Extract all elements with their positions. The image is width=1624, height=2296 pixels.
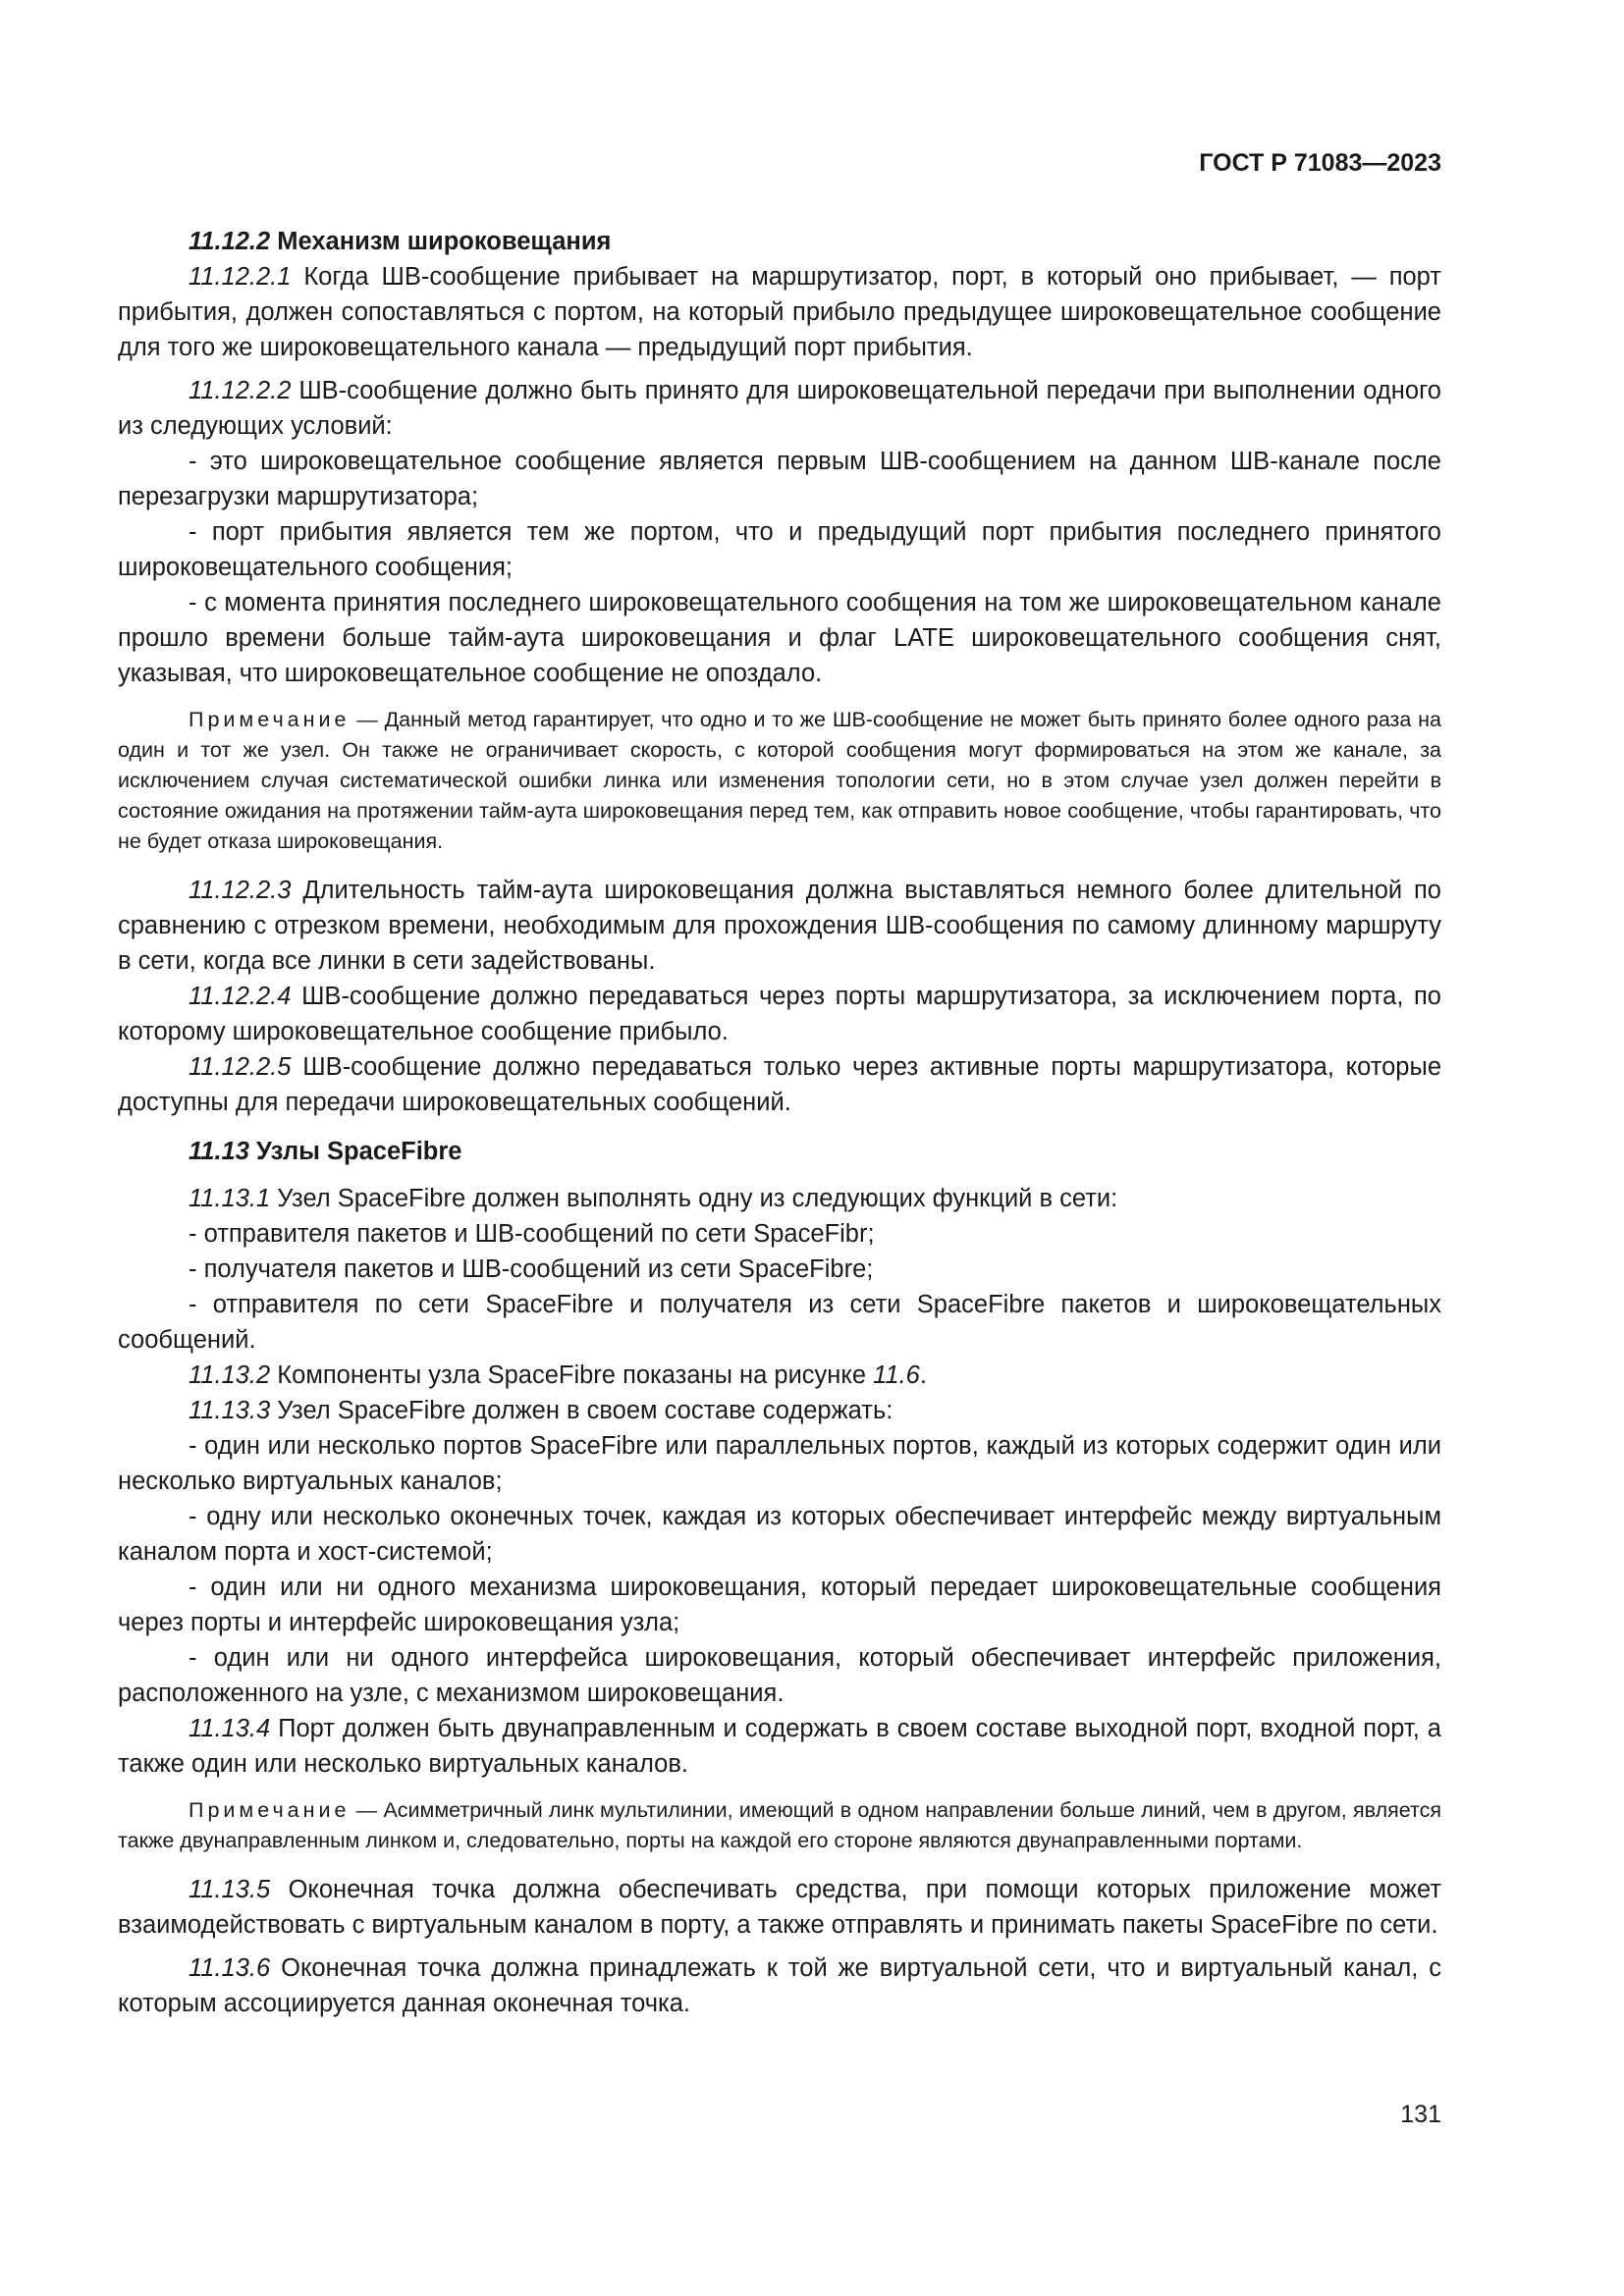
note-label: Примечание — [189, 1798, 351, 1822]
clause-11-13-3 — [118, 1393, 1441, 1428]
clause-text: Компоненты узла SpaceFibre показаны на рисунке — [277, 1362, 867, 1389]
clause-number: 11.13.5 — [189, 1876, 271, 1903]
clause-11-13-4 — [118, 1711, 1441, 1782]
section-title: Узлы SpaceFibre — [256, 1138, 462, 1165]
clause-11-13-6 — [118, 1950, 1441, 2021]
clause-text: ШВ-сообщение должно быть принято для широковещательной передачи при выполнении одного из следующих условий: — [118, 377, 1441, 440]
note-label: Примечание — [189, 708, 351, 731]
note-text: — Данный метод гарантирует, что одно и то же ШВ-сообщение не может быть принято более одного раза на один и тот же узел. Он также не ограничивает скорость, с которой сообщения могут формироваться на этом же канале, за исключением случая систематической ошибки линка или изменения топологии сети, но в этом случае узел должен перейти в состояние ожидания на протяжении тайм-аута широковещания перед тем, как отправить новое сообщение, чтобы гарантировать, что не будет отказа широковещания. — [118, 708, 1441, 853]
clause-11-13-2 — [118, 1358, 1441, 1393]
section-number: 11.12.2 — [189, 228, 271, 255]
standard-header: ГОСТ Р 71083—2023 — [1199, 149, 1441, 177]
list-item: - отправителя по сети SpaceFibre и получателя из сети SpaceFibre пакетов и широковещательных сообщений. — [118, 1291, 1441, 1354]
note-1 — [118, 705, 1441, 857]
list-item: - отправителя пакетов и ШВ-сообщений по сети SpaceFibr; — [189, 1220, 875, 1248]
list-item: - с момента принятия последнего широковещательного сообщения на том же широковещательном канале прошло времени больше тайм-аута широковещания и флаг LATE широковещательного сообщения снят, указывая, что широковещательное сообщение не опоздало. — [118, 589, 1441, 687]
clause-11-13-5 — [118, 1872, 1441, 1943]
clause-number: 11.13.6 — [189, 1954, 271, 1982]
list-item: - порт прибытия является тем же портом, что и предыдущий порт прибытия последнего принятого широковещательного сообщения; — [118, 518, 1441, 581]
clause-number: 11.12.2.3 — [189, 877, 292, 904]
section-number: 11.13 — [189, 1138, 249, 1165]
clause-end: . — [919, 1362, 927, 1389]
list-item: - один или ни одного интерфейса широковещания, который обеспечивает интерфейс приложения, расположенного на узле, с механизмом широковещания. — [118, 1644, 1441, 1707]
clause-text: Оконечная точка должна принадлежать к той же виртуальной сети, что и виртуальный канал, с которым ассоциируется данная оконечная точка. — [118, 1954, 1441, 2017]
clause-11-12-2-5 — [118, 1049, 1441, 1120]
document-body — [118, 224, 1441, 2021]
clause-11-13-1 — [118, 1181, 1441, 1216]
section-heading-11-13 — [118, 1134, 1441, 1169]
list-item: - один или несколько портов SpaceFibre или параллельных портов, каждый из которых содержит один или несколько виртуальных каналов; — [118, 1432, 1441, 1495]
clause-number: 11.12.2.1 — [189, 263, 292, 291]
clause-11-12-2-2 — [118, 373, 1441, 444]
clause-number: 11.13.3 — [189, 1397, 271, 1424]
note-2 — [118, 1795, 1441, 1856]
figure-ref: 11.6 — [873, 1362, 920, 1389]
list-item: - один или ни одного механизма широковещания, который передает широковещательные сообщения через порты и интерфейс широковещания узла; — [118, 1574, 1441, 1636]
clause-text: Длительность тайм-аута широковещания должна выставляться немного более длительной по сравнению с отрезком времени, необходимым для прохождения ШВ-сообщения по самому длинному маршруту в сети, когда все линки в сети задействованы. — [118, 877, 1441, 975]
clause-number: 11.12.2.4 — [189, 983, 292, 1010]
section-title: Механизм широковещания — [277, 228, 612, 255]
clause-text: Порт должен быть двунаправленным и содержать в своем составе выходной порт, входной порт, а также один или несколько виртуальных каналов. — [118, 1715, 1441, 1778]
clause-11-12-2-1 — [118, 259, 1441, 365]
clause-number: 11.12.2.5 — [189, 1053, 292, 1081]
clause-text: Узел SpaceFibre должен выполнять одну из следующих функций в сети: — [277, 1185, 1118, 1212]
clause-11-12-2-3 — [118, 873, 1441, 979]
clause-11-12-2-4 — [118, 979, 1441, 1049]
clause-text: Когда ШВ-сообщение прибывает на маршрутизатор, порт, в который оно прибывает, — порт прибытия, должен сопоставляться с портом, на который прибыло предыдущее широковещательное сообщение для того же широковещательного канала — предыдущий порт прибытия. — [118, 263, 1441, 361]
clause-text: ШВ-сообщение должно передаваться только через активные порты маршрутизатора, которые доступны для передачи широковещательных сообщений. — [118, 1053, 1441, 1116]
clause-text: Узел SpaceFibre должен в своем составе содержать: — [277, 1397, 893, 1424]
clause-number: 11.12.2.2 — [189, 377, 292, 404]
list-item: - одну или несколько оконечных точек, каждая из которых обеспечивает интерфейс между виртуальным каналом порта и хост-системой; — [118, 1503, 1441, 1566]
clause-number: 11.13.1 — [189, 1185, 271, 1212]
clause-number: 11.13.2 — [189, 1362, 271, 1389]
clause-number: 11.13.4 — [189, 1715, 271, 1742]
list-item: - это широковещательное сообщение является первым ШВ-сообщением на данном ШВ-канале после перезагрузки маршрутизатора; — [118, 448, 1441, 510]
list-item: - получателя пакетов и ШВ-сообщений из сети SpaceFibre; — [189, 1255, 874, 1283]
page-number: 131 — [1400, 2101, 1441, 2128]
note-text: — Асимметричный линк мультилинии, имеющий в одном направлении больше линий, чем в другом, является также двунаправленным линком и, следовательно, порты на каждой его стороне являются двунаправленными портами. — [118, 1798, 1442, 1852]
clause-text: ШВ-сообщение должно передаваться через порты маршрутизатора, за исключением порта, по которому широковещательное сообщение прибыло. — [118, 983, 1441, 1045]
section-heading-11-12-2 — [118, 224, 1441, 259]
clause-text: Оконечная точка должна обеспечивать средства, при помощи которых приложение может взаимодействовать с виртуальным каналом в порту, а также отправлять и принимать пакеты SpaceFibre по сети. — [118, 1876, 1441, 1939]
